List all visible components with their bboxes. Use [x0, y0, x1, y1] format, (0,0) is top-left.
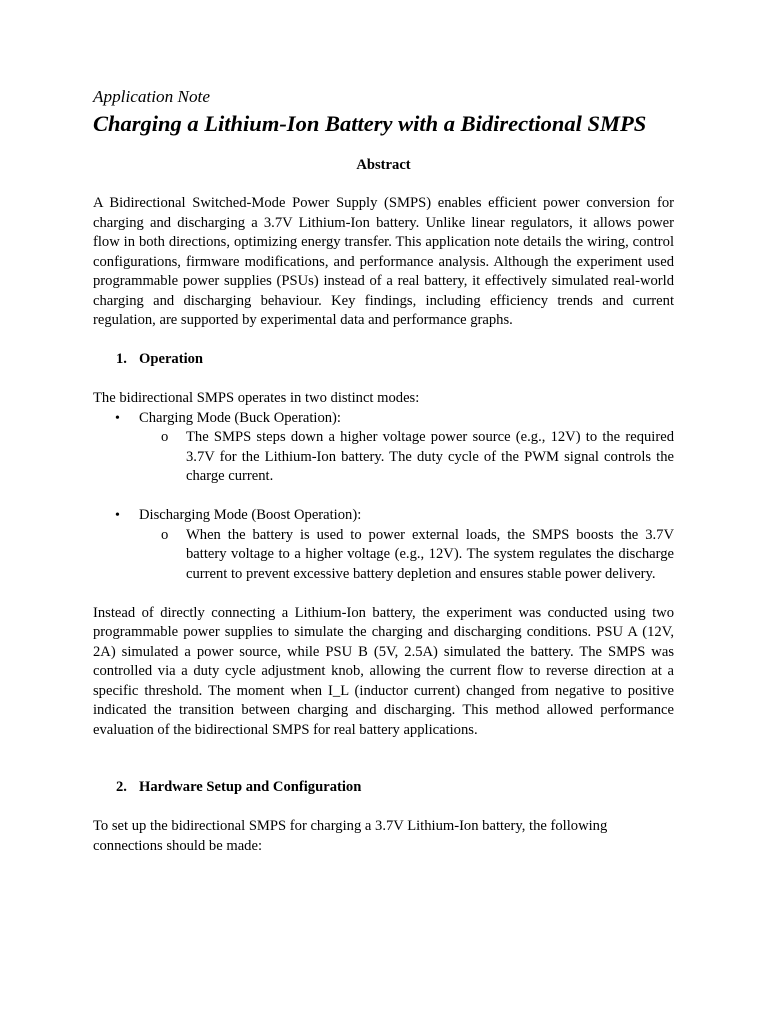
list-item: [139, 526, 674, 585]
mode-detail-list: [139, 428, 674, 487]
bullet-icon: •: [115, 410, 120, 426]
mode-list: [93, 409, 674, 585]
section-2-number: 2.: [116, 779, 127, 795]
mode-detail: When the battery is used to power external loads, the SMPS boosts the 3.7V battery voltage to a higher voltage (e.g., 12V). The system regulates the discharge current to prevent excessive battery depletion and ensures stable power delivery.: [186, 526, 674, 582]
section-1-title: Operation: [139, 351, 204, 367]
section-2-heading: [116, 778, 674, 798]
mode-label: Discharging Mode (Boost Operation):: [139, 507, 362, 523]
section-1-heading: [116, 350, 674, 370]
sub-bullet-icon: o: [161, 429, 169, 445]
bullet-icon: •: [115, 508, 120, 523]
abstract-heading: Abstract: [356, 157, 411, 173]
list-item: [93, 409, 674, 487]
section-1-paragraph: Instead of directly connecting a Lithium-Ion battery, the experiment was conducted using two programmable power supplies to simulate the charging and discharging conditions. PSU A (12V, 2A) simulated a power source, while PSU B (5V, 2.5A) simulated the battery. The SMPS was controlled via a duty cycle adjustment knob, allowing the current flow to reverse direction at a specific threshold. The moment when I_L (inductor current) changed from negative to positive indicated the transition between charging and discharging. This method allowed performance evaluation of the bidirectional SMPS for real battery applications.: [93, 604, 674, 738]
list-spacer: [93, 487, 674, 507]
section-2-intro: To set up the bidirectional SMPS for charging a 3.7V Lithium-Ion battery, the following connections should be made:: [93, 818, 608, 854]
document-title: Charging a Lithium-Ion Battery with a Bidirectional SMPS: [93, 111, 647, 136]
document-content: [93, 87, 674, 856]
section-1-intro: The bidirectional SMPS operates in two distinct modes:: [93, 390, 420, 406]
document-kicker: Application Note: [93, 87, 210, 106]
abstract-body: A Bidirectional Switched-Mode Power Supply (SMPS) enables efficient power conversion for charging and discharging a 3.7V Lithium-Ion battery. Unlike linear regulators, it allows power flow in both directions, optimizing energy transfer. This application note details the wiring, control configurations, firmware modifications, and performance analysis. Although the experiment used programmable power supplies (PSUs) instead of a real battery, it effectively simulated real-world charging and discharging behaviour. Key findings, including efficiency trends and current regulation, are supported by experimental data and performance graphs.: [93, 195, 674, 328]
list-item: [139, 428, 674, 487]
section-1-number: 1.: [116, 351, 127, 367]
list-item: [93, 506, 674, 584]
section-2-title: Hardware Setup and Configuration: [139, 779, 362, 795]
sub-bullet-icon: o: [161, 526, 169, 543]
mode-label: Charging Mode (Buck Operation):: [139, 409, 341, 426]
mode-detail: The SMPS steps down a higher voltage power source (e.g., 12V) to the required 3.7V for the Lithium-Ion battery. The duty cycle of the PWM signal controls the charge current.: [186, 429, 674, 484]
mode-detail-list: [139, 526, 674, 585]
